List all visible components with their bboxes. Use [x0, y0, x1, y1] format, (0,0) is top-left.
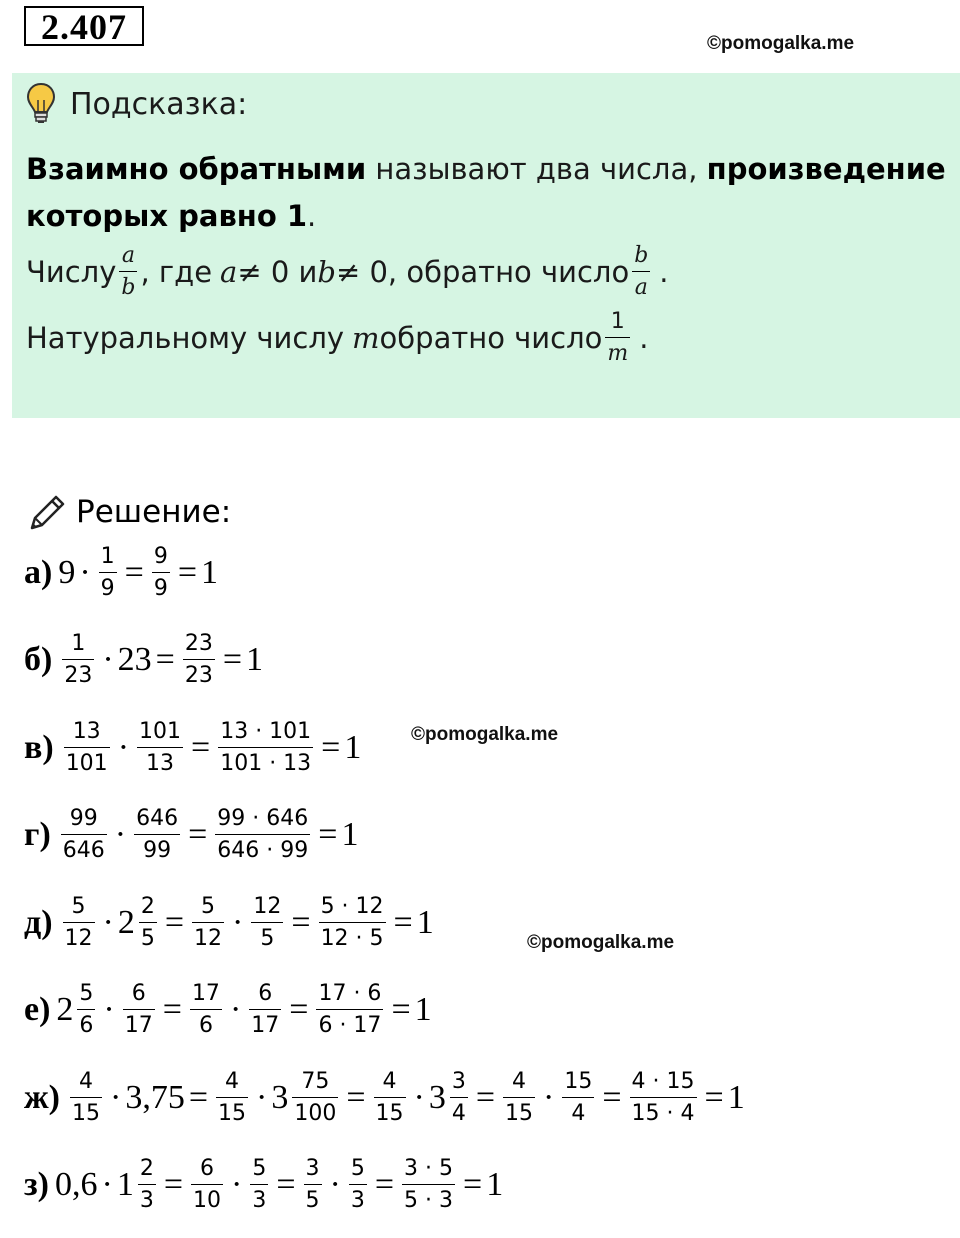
- operator: ·: [329, 1166, 341, 1203]
- decimal-number: 0,6: [55, 1166, 98, 1203]
- lightbulb-icon: [26, 82, 56, 126]
- operator: =: [704, 1079, 724, 1116]
- operator: =: [188, 1079, 208, 1116]
- task-number: 2.407: [24, 6, 144, 46]
- operator: =: [374, 1166, 395, 1203]
- operator: =: [463, 1166, 483, 1203]
- hint-period-3: .: [659, 255, 669, 289]
- fraction: $\frac{4}{15}$: [505, 1069, 534, 1126]
- operator: ·: [101, 1166, 113, 1203]
- fraction: $\frac{5}{3}$: [350, 1156, 365, 1213]
- watermark-middle: ©pomogalka.me: [411, 724, 559, 745]
- result: 1: [414, 991, 432, 1028]
- result: 1: [727, 1079, 745, 1116]
- fraction: $\frac{6}{17}$: [124, 981, 153, 1038]
- fraction: $\frac{6}{17}$: [251, 981, 280, 1038]
- fraction: $\frac{4 \cdot 15}{15 \cdot 4}$: [631, 1069, 695, 1126]
- operator: ·: [102, 641, 114, 678]
- operator: ·: [114, 816, 127, 853]
- fraction: $\frac{13 \cdot 101}{101 \cdot 13}$: [220, 719, 312, 776]
- solution-row-g: [24, 795, 358, 875]
- mixed-number: 3 $\frac{75}{100}$: [271, 1069, 337, 1126]
- hint-text-3b: , где: [140, 255, 213, 289]
- var-m: m: [352, 321, 380, 355]
- operator: =: [155, 641, 175, 678]
- result: 1: [341, 816, 359, 853]
- hint-line-2: [26, 199, 316, 233]
- operator: =: [163, 1166, 184, 1203]
- operator: =: [191, 729, 211, 766]
- row-label: а): [24, 554, 53, 591]
- fraction: $\frac{101}{13}$: [139, 719, 182, 776]
- fraction: $\frac{4}{15}$: [375, 1069, 404, 1126]
- hint-title: Подсказка:: [70, 86, 248, 122]
- fraction: $\frac{3 \cdot 5}{5 \cdot 3}$: [404, 1156, 454, 1213]
- solution-row-a: [24, 533, 218, 613]
- fraction: $\frac{3}{5}$: [305, 1156, 320, 1213]
- solution-row-d: [24, 883, 434, 963]
- operator: =: [289, 991, 309, 1028]
- fraction: $\frac{9}{9}$: [153, 544, 168, 601]
- operator: ·: [256, 1079, 268, 1116]
- operator: ·: [543, 1079, 555, 1116]
- hint-term-2: произведение: [706, 152, 946, 186]
- solution-row-b: [24, 620, 263, 700]
- number: 9: [58, 554, 76, 591]
- hint-text-3d: ≠ 0, обратно число: [335, 255, 630, 289]
- operator: =: [276, 1166, 296, 1203]
- number: 23: [117, 641, 152, 678]
- operator: ·: [79, 554, 91, 591]
- result: 1: [344, 729, 362, 766]
- fraction: $\frac{17 \cdot 6}{6 \cdot 17}$: [318, 981, 382, 1038]
- operator: =: [188, 816, 208, 853]
- row-label: б): [24, 641, 53, 678]
- operator: =: [391, 991, 411, 1028]
- fraction: $\frac{99}{646}$: [62, 806, 105, 863]
- operator: ·: [117, 729, 130, 766]
- fraction: $\frac{6}{10}$: [193, 1156, 222, 1213]
- fraction: $\frac{99 \cdot 646}{646 \cdot 99}$: [217, 806, 309, 863]
- hint-line-1: [26, 152, 946, 186]
- solution-row-zh: [24, 1058, 745, 1138]
- solution-row-v: [24, 708, 361, 788]
- fraction: $\frac{1}{9}$: [100, 544, 115, 601]
- hint-term: Взаимно обратными: [26, 152, 367, 186]
- decimal-number: 3,75: [125, 1079, 185, 1116]
- operator: ·: [231, 1166, 243, 1203]
- operator: ·: [102, 904, 114, 941]
- hint-text-3a: Числу: [26, 255, 117, 289]
- mixed-number: 3 $\frac{3}{4}$: [428, 1069, 466, 1126]
- fraction-a-over-b: $\frac{a}{b}$: [121, 243, 136, 300]
- operator: ·: [103, 991, 115, 1028]
- hint-period: .: [307, 199, 317, 233]
- var-b: b: [317, 255, 336, 289]
- row-label: з): [24, 1166, 49, 1203]
- row-label: е): [24, 991, 51, 1028]
- solution-heading-row: [26, 490, 231, 534]
- watermark-lower: ©pomogalka.me: [527, 932, 675, 953]
- fraction: $\frac{5 \cdot 12}{12 \cdot 5}$: [320, 894, 384, 951]
- fraction-1-over-m: $\frac{1}{m}$: [607, 309, 629, 366]
- operator: =: [162, 991, 182, 1028]
- hint-line-4: [26, 310, 648, 366]
- hint-text-3c: ≠ 0 и: [237, 255, 318, 289]
- hint-term-3: которых равно 1: [26, 199, 308, 233]
- hint-title-row: [26, 82, 247, 126]
- fraction: $\frac{4}{15}$: [218, 1069, 246, 1126]
- mixed-number: 2 $\frac{2}{5}$: [117, 894, 155, 951]
- operator: =: [177, 554, 198, 591]
- solution-heading: Решение:: [76, 494, 232, 530]
- result: 1: [416, 904, 434, 941]
- watermark-top: ©pomogalka.me: [707, 33, 855, 54]
- row-label: ж): [24, 1079, 60, 1116]
- operator: =: [318, 816, 338, 853]
- hint-text-4b: обратно число: [379, 321, 603, 355]
- operator: =: [346, 1079, 366, 1116]
- fraction: $\frac{23}{23}$: [184, 631, 213, 688]
- operator: =: [321, 729, 341, 766]
- solution-row-z: [24, 1145, 503, 1225]
- hint-text-4a: Натуральному числу: [26, 321, 345, 355]
- var-a: a: [220, 255, 238, 289]
- result: 1: [201, 554, 219, 591]
- pencil-icon: [26, 490, 70, 534]
- operator: ·: [232, 904, 244, 941]
- fraction: $\frac{15}{4}$: [564, 1069, 593, 1126]
- fraction: $\frac{5}{3}$: [252, 1156, 267, 1213]
- row-label: в): [24, 729, 54, 766]
- operator: =: [393, 904, 413, 941]
- operator: =: [475, 1079, 496, 1116]
- hint-line-3: [26, 244, 669, 300]
- fraction: $\frac{646}{99}$: [136, 806, 179, 863]
- solution-row-e: [24, 970, 432, 1050]
- operator: =: [124, 554, 144, 591]
- row-label: д): [24, 904, 53, 941]
- fraction: $\frac{17}{6}$: [191, 981, 220, 1038]
- fraction: $\frac{13}{101}$: [65, 719, 108, 776]
- operator: =: [164, 904, 185, 941]
- mixed-number: 1 $\frac{2}{3}$: [116, 1156, 154, 1213]
- hint-period-4: .: [639, 321, 649, 355]
- operator: ·: [229, 991, 242, 1028]
- hint-text: называют два числа,: [366, 152, 707, 186]
- fraction: $\frac{5}{12}$: [64, 894, 93, 951]
- operator: ·: [109, 1079, 122, 1116]
- operator: =: [602, 1079, 622, 1116]
- operator: ·: [413, 1079, 425, 1116]
- operator: =: [222, 641, 243, 678]
- result: 1: [246, 641, 264, 678]
- fraction: $\frac{4}{15}$: [71, 1069, 100, 1126]
- result: 1: [486, 1166, 504, 1203]
- fraction: $\frac{5}{12}$: [194, 894, 223, 951]
- fraction: $\frac{12}{5}$: [253, 894, 282, 951]
- fraction-b-over-a: $\frac{b}{a}$: [634, 243, 649, 300]
- row-label: г): [24, 816, 51, 853]
- mixed-number: 2 $\frac{5}{6}$: [56, 981, 94, 1038]
- operator: =: [291, 904, 311, 941]
- fraction: $\frac{1}{23}$: [64, 631, 93, 688]
